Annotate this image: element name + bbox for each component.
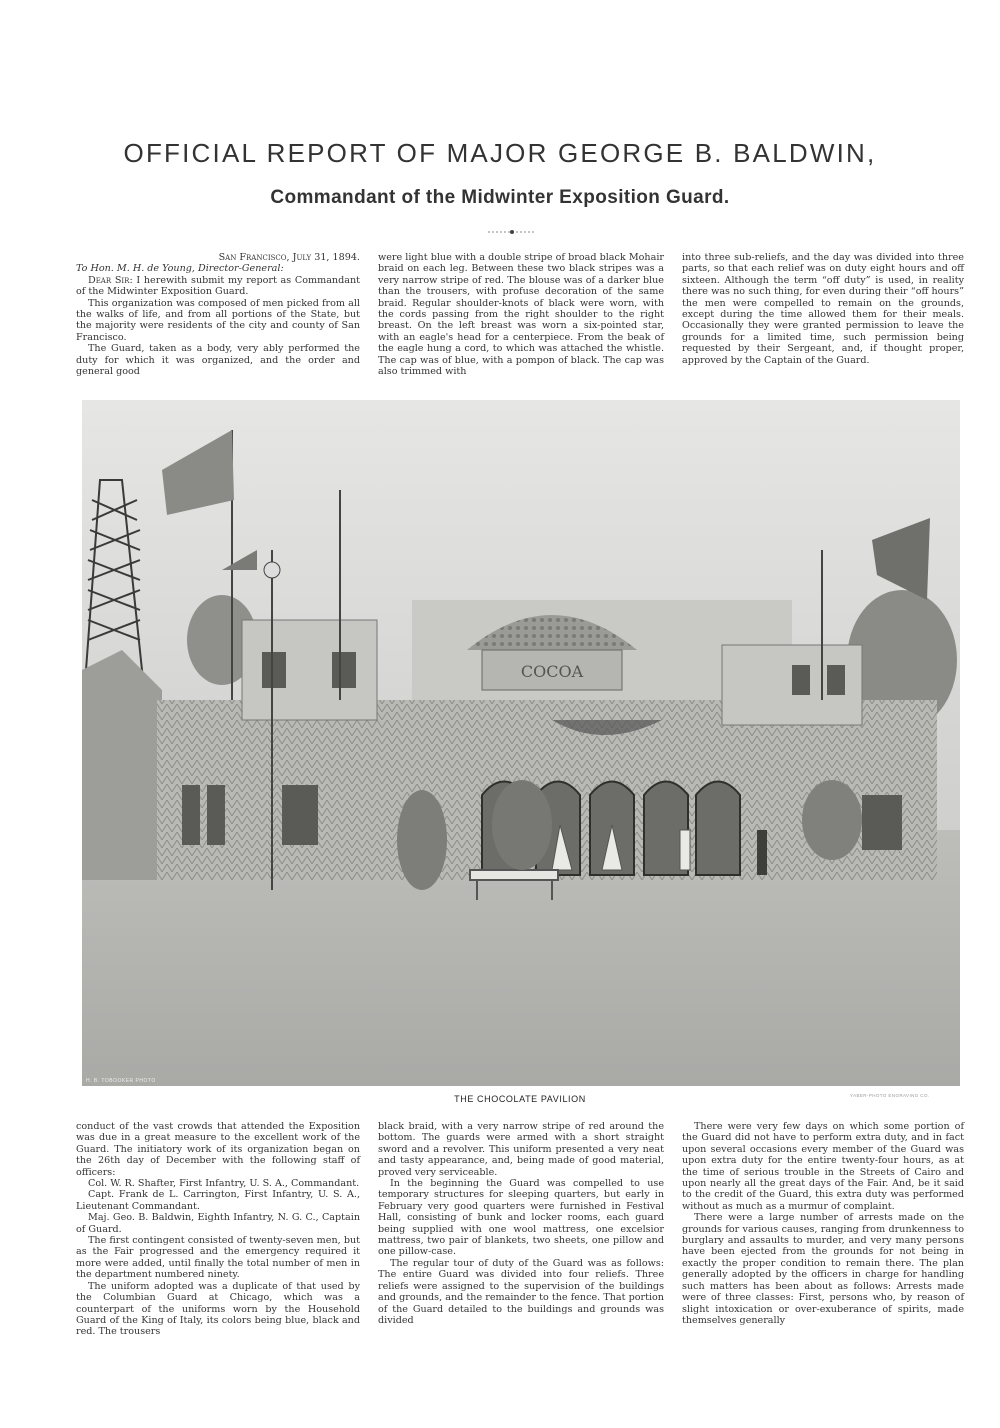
paragraph: into three sub-reliefs, and the day was divided into three parts, so that each relief was on duty eight hours and off sixteen. Although the term “off duty” is used, in reality there was no such thing, for even during their “off hours” the men were compelled to remain on the grounds, except during the time allowed them for their meals. Occasionally they were granted permission to leave the grounds for a limited time, such permission being requested by their Sergeant, and, if thought proper, approved by the Captain of the Guard. [682, 252, 964, 366]
photo-caption: THE CHOCOLATE PAVILION [454, 1094, 586, 1104]
paragraph: black braid, with a very narrow stripe of red around the bottom. The guards were armed with a short straight sword and a revolver. This uniform presented a very neat and tasty appearance, and, being made of good material, proved very serviceable. [378, 1121, 664, 1178]
chocolate-pavilion-photo [82, 400, 960, 1086]
top-column-1 [76, 252, 360, 377]
bottom-column-2 [378, 1121, 664, 1326]
salutation: Dear Sir [88, 274, 130, 286]
paragraph: The regular tour of duty of the Guard was as follows: The entire Guard was divided into four reliefs. Three reliefs were assigned to the supervision of the buildings and grounds, and the remainder to the fence. That portion of the Guard detailed to the buildings and grounds was divided [378, 1257, 664, 1326]
dateline: San Francisco, July 31, 1894. [218, 252, 360, 263]
paragraph: In the beginning the Guard was compelled to use temporary structures for sleeping quarters, but early in February very good quarters were furnished in Festival Hall, consisting of bunk and locker rooms, each guard being supplied with one wool mattress, one excelsior mattress, two pair of blankets, two sheets, one pillow and one pillow-case. [378, 1178, 664, 1258]
paragraph: The Guard, taken as a body, very ably performed the duty for which it was organized, and the order and general good [76, 343, 360, 378]
paragraph: The uniform adopted was a duplicate of that used by the Columbian Guard at Chicago, which was a counterpart of the uniforms worn by the Household Guard of the King of Italy, its colors being blue, black and red. The trousers [76, 1280, 360, 1338]
bottom-column-1 [76, 1121, 360, 1338]
paragraph: The first contingent consisted of twenty-seven men, but as the Fair progressed and the emergency required it more were added, until finally the total number of men in the department numbered ninety. [76, 1235, 360, 1281]
paragraph: conduct of the vast crowds that attended the Exposition was due in a great measure to the excellent work of the Guard. The initiatory work of its organization began on the 26th day of December with the following staff of officers: [76, 1121, 360, 1178]
top-column-2 [378, 252, 664, 377]
staff-entry: Maj. Geo. B. Baldwin, Eighth Infantry, N. G. C., Captain of Guard. [76, 1212, 360, 1235]
bottom-column-3 [682, 1121, 964, 1326]
addressee: To Hon. M. H. de Young, Director-General: [76, 263, 284, 275]
paragraph: There were a large number of arrests made on the grounds for various causes, ranging from drunkenness to burglary and assaults to murder, and very many persons have been ejected from the grounds for not being in exactly the proper condition to remain there. The plan generally adopted by the officers in charge for handling such matters has been about as follows: Arrests made were of three classes: First, persons who, by reason of slight intoxication or over-exuberance of spirits, made themselves generally [682, 1212, 964, 1326]
paragraph: were light blue with a double stripe of broad black Mohair braid on each leg. Between these two black stripes was a very narrow stripe of red. The blouse was of a darker blue than the trousers, with profuse decoration of the same braid. Regular shoulder-knots of black were worn, with the cords passing from the right shoulder to the right breast. On the left breast was worn a six-pointed star, with an eagle's head for a centerpiece. From the beak of the eagle hung a cord, to which was attached the whistle. The cap was of blue, with a pompon of black. The cap was also trimmed with [378, 252, 664, 378]
paragraph: : I herewith submit my report as Commandant of the Midwinter Exposition Guard. [76, 274, 360, 298]
paragraph: This organization was composed of men picked from all the walks of life, and from all portions of the State, but the majority were residents of the city and county of San Francisco. [76, 297, 360, 343]
title-ornament [488, 229, 536, 235]
photo-credit-left: H. B. TOBOOKER PHOTO [86, 1078, 156, 1084]
paragraph: There were very few days on which some portion of the Guard did not have to perform extra duty, and in fact upon several occasions every member of the Guard was upon extra duty for the entire twenty-four hours, as at the time of serious trouble in the Streets of Cairo and upon nearly all the great days of the Fair. And, be it said to the credit of the Guard, this extra duty was performed without as much as a murmur of complaint. [682, 1121, 964, 1212]
report-title: OFFICIAL REPORT OF MAJOR GEORGE B. BALDWIN, [123, 138, 877, 168]
top-column-3 [682, 252, 964, 366]
report-subtitle: Commandant of the Midwinter Exposition Guard. [270, 187, 730, 208]
svg-text:COCOA: COCOA [520, 662, 584, 681]
photo-credit-right: YABER-PHOTO ENGRAVING CO. [850, 1093, 930, 1098]
staff-entry: Col. W. R. Shafter, First Infantry, U. S. A., Commandant. [88, 1178, 360, 1190]
staff-entry: Capt. Frank de L. Carrington, First Infantry, U. S. A., Lieutenant Commandant. [76, 1189, 360, 1212]
